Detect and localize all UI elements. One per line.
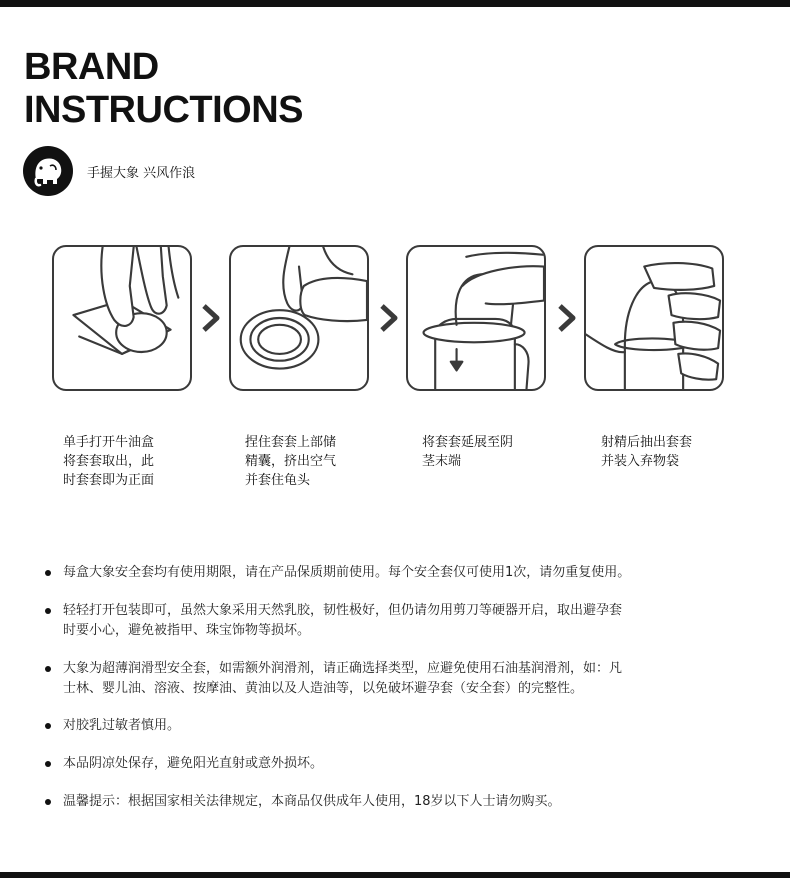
step-2-caption — [245, 433, 385, 490]
note-text — [63, 754, 703, 774]
note-line: 每盒大象安全套均有使用期限，请在产品保质期前使用。每个安全套仅可使用1次，请勿重复使用。 — [63, 565, 631, 580]
caption-line: 射精后抽出套套 — [601, 435, 693, 450]
bullet-icon — [45, 761, 51, 767]
caption-line: 并套住龟头 — [245, 473, 311, 488]
step-1-caption — [63, 433, 203, 490]
note-line: 对胶乳过敏者慎用。 — [63, 718, 181, 733]
caption-line: 单手打开牛油盒 — [63, 435, 155, 450]
bullet-icon — [45, 608, 51, 614]
bullet-icon — [45, 666, 51, 672]
note-line: 温馨提示：根据国家相关法律规定，本商品仅供成年人使用，18岁以下人士请勿购买。 — [63, 794, 561, 809]
caption-line: 时套套即为正面 — [63, 473, 155, 488]
caption-line: 茎末端 — [422, 454, 462, 469]
brand-slogan: 手握大象 兴风作浪 — [87, 166, 196, 181]
list-item — [45, 601, 703, 641]
step-1-illustration — [52, 245, 192, 391]
step-3-caption — [422, 433, 562, 471]
note-line: 大象为超薄润滑型安全套，如需额外润滑剂，请正确选择类型，应避免使用石油基润滑剂，如：凡 — [63, 661, 623, 676]
note-line: 本品阴凉处保存，避免阳光直射或意外损坏。 — [63, 756, 324, 771]
step-3-illustration — [406, 245, 546, 391]
chevron-right-icon — [378, 303, 400, 333]
note-text — [63, 563, 703, 583]
caption-line: 将套套延展至阴 — [422, 435, 514, 450]
list-item — [45, 716, 703, 736]
list-item — [45, 563, 703, 583]
list-item — [45, 754, 703, 774]
note-text — [63, 659, 703, 699]
note-line: 时要小心，避免被指甲、珠宝饰物等损坏。 — [63, 623, 311, 638]
bullet-icon — [45, 723, 51, 729]
list-item — [45, 659, 703, 699]
bullet-icon — [45, 570, 51, 576]
top-border-bar — [0, 0, 790, 7]
step-4-caption — [601, 433, 741, 471]
caption-line: 并装入弃物袋 — [601, 454, 680, 469]
note-text — [63, 716, 703, 736]
note-text — [63, 601, 703, 641]
chevron-right-icon — [200, 303, 222, 333]
title-line-1: BRAND — [24, 46, 159, 88]
caption-line: 将套套取出，此 — [63, 454, 155, 469]
step-2-illustration — [229, 245, 369, 391]
title-line-2: INSTRUCTIONS — [24, 89, 303, 131]
step-4-illustration — [584, 245, 724, 391]
page-title — [24, 46, 303, 132]
note-line: 轻轻打开包装即可，虽然大象采用天然乳胶，韧性极好，但仍请勿用剪刀等硬器开启，取出避孕套 — [63, 603, 623, 618]
elephant-logo-icon — [23, 146, 73, 196]
note-line: 士林、婴儿油、溶液、按摩油、黄油以及人造油等，以免破坏避孕套（安全套）的完整性。 — [63, 681, 584, 696]
chevron-right-icon — [556, 303, 578, 333]
bottom-border-bar — [0, 872, 790, 878]
caption-line: 精囊，挤出空气 — [245, 454, 337, 469]
list-item — [45, 792, 703, 812]
note-text — [63, 792, 703, 812]
bullet-icon — [45, 799, 51, 805]
caption-line: 捏住套套上部储 — [245, 435, 337, 450]
